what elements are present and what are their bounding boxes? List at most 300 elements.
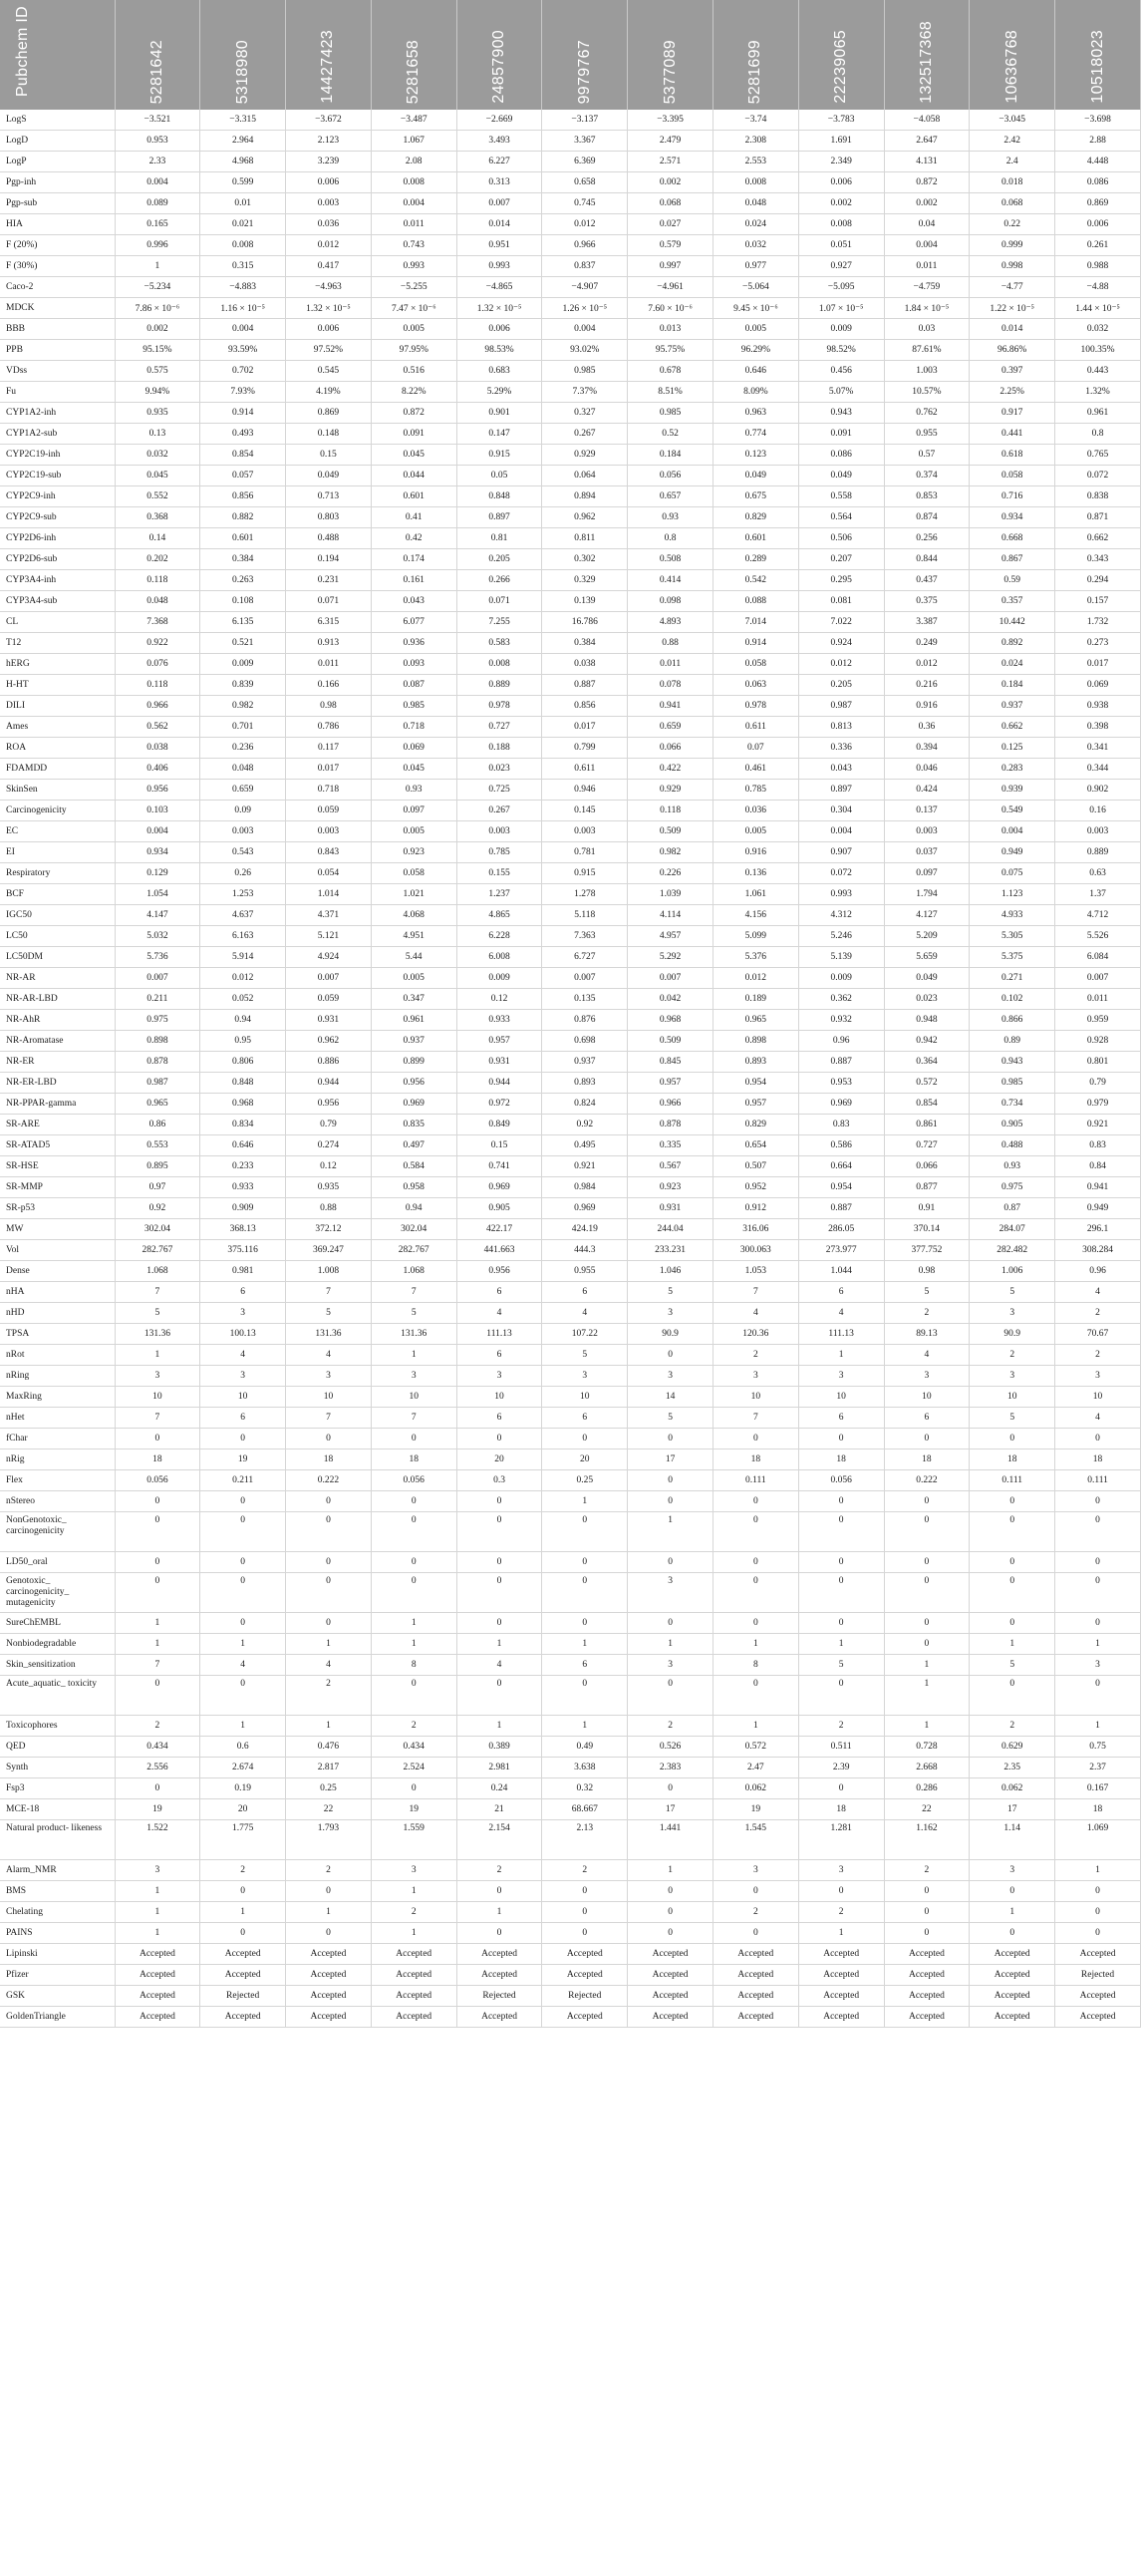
table-cell: Accepted — [371, 1965, 456, 1986]
table-cell: 3 — [456, 1366, 542, 1387]
table-cell: 0 — [628, 1429, 713, 1449]
table-cell: 0.659 — [628, 717, 713, 738]
table-cell: 0.165 — [115, 214, 200, 235]
table-cell: 0 — [1055, 1512, 1141, 1552]
table-cell: 0.893 — [713, 1052, 798, 1073]
table-cell: 0.887 — [798, 1198, 884, 1219]
table-cell: 0.007 — [456, 193, 542, 214]
table-cell: 0.129 — [115, 863, 200, 884]
table-row — [0, 1613, 1141, 1634]
table-cell: 308.284 — [1055, 1240, 1141, 1261]
table-cell: 0.111 — [970, 1470, 1055, 1491]
table-cell: 1.44 × 10⁻⁵ — [1055, 298, 1141, 319]
table-cell: 0 — [115, 1491, 200, 1512]
table-cell: 0.996 — [115, 235, 200, 256]
table-cell: 0.901 — [456, 403, 542, 424]
table-cell: 5.914 — [200, 947, 286, 968]
table-cell: 0 — [970, 1552, 1055, 1573]
table-cell: 2.981 — [456, 1758, 542, 1778]
table-cell: 2.383 — [628, 1758, 713, 1778]
table-cell: 0 — [371, 1491, 456, 1512]
table-cell: 0.893 — [542, 1073, 628, 1094]
table-cell: 3 — [970, 1366, 1055, 1387]
row-label: CYP2C19-inh — [0, 445, 115, 466]
table-cell: 10 — [713, 1387, 798, 1408]
table-cell: 2 — [115, 1716, 200, 1737]
table-cell: Accepted — [286, 1965, 372, 1986]
table-cell: 0.957 — [456, 1031, 542, 1052]
table-cell: 0.086 — [1055, 172, 1141, 193]
table-row — [0, 1387, 1141, 1408]
table-cell: 0.011 — [628, 654, 713, 675]
row-label: NR-PPAR-gamma — [0, 1094, 115, 1115]
table-cell: 6.227 — [456, 152, 542, 172]
table-cell: 0.125 — [970, 738, 1055, 759]
table-cell: 5 — [286, 1303, 372, 1324]
table-cell: 0.629 — [970, 1737, 1055, 1758]
table-cell: 0.949 — [1055, 1198, 1141, 1219]
table-cell: 6 — [542, 1282, 628, 1303]
compound-id-label: 5281699 — [746, 39, 764, 104]
table-cell: 0.521 — [200, 633, 286, 654]
table-cell: 2 — [798, 1716, 884, 1737]
table-cell: 1.793 — [286, 1820, 372, 1860]
table-cell: 0.572 — [884, 1073, 970, 1094]
table-cell: 0.236 — [200, 738, 286, 759]
table-cell: 2 — [970, 1716, 1055, 1737]
table-cell: −3.045 — [970, 110, 1055, 131]
table-cell: 18 — [798, 1449, 884, 1470]
table-row — [0, 1986, 1141, 2007]
row-label: SR-ARE — [0, 1115, 115, 1135]
table-cell: 0.781 — [542, 842, 628, 863]
table-cell: 0 — [970, 1613, 1055, 1634]
table-cell: 0.059 — [286, 801, 372, 821]
row-label: NR-AR-LBD — [0, 989, 115, 1010]
table-cell: Accepted — [115, 1965, 200, 1986]
table-cell: 0 — [115, 1778, 200, 1799]
table-cell: 0 — [286, 1573, 372, 1613]
table-cell: 6 — [456, 1282, 542, 1303]
table-row — [0, 2007, 1141, 2028]
table-cell: 4.147 — [115, 905, 200, 926]
table-cell: 4.448 — [1055, 152, 1141, 172]
table-cell: 0.969 — [798, 1094, 884, 1115]
table-cell: 3.367 — [542, 131, 628, 152]
table-cell: 0 — [1055, 1613, 1141, 1634]
table-cell: 6.008 — [456, 947, 542, 968]
table-cell: 0 — [371, 1552, 456, 1573]
table-cell: 0.068 — [628, 193, 713, 214]
table-cell: 0.878 — [115, 1052, 200, 1073]
table-cell: 1 — [115, 256, 200, 277]
row-label: Flex — [0, 1470, 115, 1491]
table-cell: 17 — [970, 1799, 1055, 1820]
table-cell: 0.406 — [115, 759, 200, 780]
table-cell: Accepted — [884, 1944, 970, 1965]
row-label: BMS — [0, 1881, 115, 1902]
table-cell: 5 — [970, 1655, 1055, 1676]
row-label: Vol — [0, 1240, 115, 1261]
header-compound-id — [628, 0, 713, 110]
table-cell: 0.921 — [542, 1156, 628, 1177]
table-cell: 369.247 — [286, 1240, 372, 1261]
table-cell: 0.987 — [115, 1073, 200, 1094]
table-cell: 0.93 — [628, 507, 713, 528]
table-cell: 0 — [884, 1429, 970, 1449]
table-cell: 0.027 — [628, 214, 713, 235]
table-cell: 0.384 — [200, 549, 286, 570]
table-cell: 1.008 — [286, 1261, 372, 1282]
table-cell: 5 — [970, 1282, 1055, 1303]
table-cell: 1.068 — [371, 1261, 456, 1282]
table-cell: 0.718 — [286, 780, 372, 801]
table-cell: 6 — [456, 1408, 542, 1429]
table-cell: 0 — [970, 1881, 1055, 1902]
table-cell: 0.03 — [884, 319, 970, 340]
table-cell: 0.295 — [798, 570, 884, 591]
table-cell: 4.924 — [286, 947, 372, 968]
table-cell: 0.139 — [542, 591, 628, 612]
table-cell: 0.032 — [1055, 319, 1141, 340]
table-cell: 368.13 — [200, 1219, 286, 1240]
row-label: Pfizer — [0, 1965, 115, 1986]
table-row — [0, 1366, 1141, 1387]
table-cell: 0.078 — [628, 675, 713, 696]
table-cell: 0 — [286, 1613, 372, 1634]
table-cell: 0.969 — [371, 1094, 456, 1115]
table-cell: 0.668 — [970, 528, 1055, 549]
table-row — [0, 1923, 1141, 1944]
table-row — [0, 1655, 1141, 1676]
table-cell: 0.905 — [970, 1115, 1055, 1135]
table-cell: 17 — [628, 1799, 713, 1820]
table-cell: 1 — [713, 1716, 798, 1737]
table-cell: 0.117 — [286, 738, 372, 759]
table-cell: 0 — [115, 1573, 200, 1613]
table-cell: 0.068 — [970, 193, 1055, 214]
table-cell: 0.659 — [200, 780, 286, 801]
table-row — [0, 801, 1141, 821]
table-cell: 0 — [456, 1552, 542, 1573]
table-cell: 0.728 — [884, 1737, 970, 1758]
table-cell: 4 — [200, 1345, 286, 1366]
table-cell: 5.209 — [884, 926, 970, 947]
table-cell: 0.005 — [371, 821, 456, 842]
table-cell: 0.289 — [713, 549, 798, 570]
table-cell: 0.915 — [456, 445, 542, 466]
table-cell: 0.19 — [200, 1778, 286, 1799]
table-cell: 5 — [115, 1303, 200, 1324]
table-cell: 0.872 — [884, 172, 970, 193]
table-cell: 0.683 — [456, 361, 542, 382]
table-cell: 300.063 — [713, 1240, 798, 1261]
table-cell: 7 — [115, 1408, 200, 1429]
row-label: PPB — [0, 340, 115, 361]
table-cell: 1.123 — [970, 884, 1055, 905]
table-cell: 10.57% — [884, 382, 970, 403]
table-cell: 0.304 — [798, 801, 884, 821]
table-cell: 0 — [200, 1923, 286, 1944]
compound-id-label: 9979767 — [575, 39, 593, 104]
table-cell: 1 — [1055, 1716, 1141, 1737]
table-cell: 1 — [798, 1923, 884, 1944]
row-label: nStereo — [0, 1491, 115, 1512]
table-cell: 1 — [200, 1634, 286, 1655]
table-cell: Accepted — [970, 2007, 1055, 2028]
row-label: LogS — [0, 110, 115, 131]
table-cell: 7.47 × 10⁻⁶ — [371, 298, 456, 319]
table-cell: 0.15 — [286, 445, 372, 466]
table-cell: 3 — [628, 1366, 713, 1387]
table-cell: 0.086 — [798, 445, 884, 466]
table-cell: 0.611 — [542, 759, 628, 780]
table-cell: 0.977 — [713, 256, 798, 277]
row-label: LC50DM — [0, 947, 115, 968]
table-cell: 0.552 — [115, 486, 200, 507]
table-cell: 0.021 — [200, 214, 286, 235]
table-cell: 0.004 — [200, 319, 286, 340]
table-cell: 0.837 — [542, 256, 628, 277]
table-cell: 0.898 — [115, 1031, 200, 1052]
header-compound-id — [884, 0, 970, 110]
table-cell: 0.886 — [286, 1052, 372, 1073]
table-cell: 0 — [970, 1923, 1055, 1944]
table-cell: 0.42 — [371, 528, 456, 549]
table-cell: 0.41 — [371, 507, 456, 528]
table-cell: 0.194 — [286, 549, 372, 570]
row-label: LogP — [0, 152, 115, 172]
compound-id-label: 132517368 — [917, 21, 935, 104]
table-cell: 0.01 — [200, 193, 286, 214]
table-cell: 1.006 — [970, 1261, 1055, 1282]
table-cell: 0.211 — [200, 1470, 286, 1491]
table-cell: 2 — [1055, 1345, 1141, 1366]
table-cell: 0.956 — [456, 1261, 542, 1282]
table-cell: 1.014 — [286, 884, 372, 905]
table-cell: 0.894 — [542, 486, 628, 507]
table-cell: 1.32% — [1055, 382, 1141, 403]
table-cell: 0.488 — [286, 528, 372, 549]
table-cell: 1.281 — [798, 1820, 884, 1860]
table-cell: 0.955 — [884, 424, 970, 445]
table-cell: 1 — [542, 1716, 628, 1737]
table-cell: 0.048 — [200, 759, 286, 780]
header-pubchem-id — [0, 0, 115, 110]
table-cell: 0.936 — [371, 633, 456, 654]
table-cell: 19 — [713, 1799, 798, 1820]
table-cell: 0.004 — [115, 172, 200, 193]
row-label: SR-MMP — [0, 1177, 115, 1198]
table-cell: 2.13 — [542, 1820, 628, 1860]
table-cell: 0.008 — [371, 172, 456, 193]
table-cell: 111.13 — [456, 1324, 542, 1345]
table-cell: 2.35 — [970, 1758, 1055, 1778]
table-cell: 0.414 — [628, 570, 713, 591]
table-cell: 95.75% — [628, 340, 713, 361]
table-cell: 0 — [200, 1573, 286, 1613]
table-cell: 0.005 — [713, 319, 798, 340]
table-cell: 3.387 — [884, 612, 970, 633]
header-compound-id — [286, 0, 372, 110]
table-cell: 0.273 — [1055, 633, 1141, 654]
table-cell: 16.786 — [542, 612, 628, 633]
table-cell: 0 — [371, 1573, 456, 1613]
table-cell: 0 — [1055, 1676, 1141, 1716]
table-cell: 0.662 — [970, 717, 1055, 738]
row-label: SR-p53 — [0, 1198, 115, 1219]
table-cell: 0.907 — [798, 842, 884, 863]
table-cell: 6 — [542, 1408, 628, 1429]
row-label: SR-ATAD5 — [0, 1135, 115, 1156]
table-cell: 0 — [456, 1573, 542, 1613]
table-cell: −3.521 — [115, 110, 200, 131]
table-cell: 0.05 — [456, 466, 542, 486]
row-label: Carcinogenicity — [0, 801, 115, 821]
table-cell: 422.17 — [456, 1219, 542, 1240]
table-cell: 0.927 — [798, 256, 884, 277]
table-cell: 0.664 — [798, 1156, 884, 1177]
table-cell: 0.062 — [713, 1778, 798, 1799]
table-cell: 0.984 — [542, 1177, 628, 1198]
table-cell: 0.931 — [286, 1010, 372, 1031]
table-cell: 2.25% — [970, 382, 1055, 403]
table-cell: 0.037 — [884, 842, 970, 863]
table-cell: 6.369 — [542, 152, 628, 172]
table-row — [0, 717, 1141, 738]
table-cell: 0.002 — [798, 193, 884, 214]
table-cell: 1.067 — [371, 131, 456, 152]
table-cell: 19 — [115, 1799, 200, 1820]
table-cell: 0.202 — [115, 549, 200, 570]
table-cell: 0.871 — [1055, 507, 1141, 528]
header-label: Pubchem ID — [14, 6, 31, 98]
table-cell: 0.097 — [371, 801, 456, 821]
table-cell: 0.922 — [115, 633, 200, 654]
table-cell: 3 — [713, 1366, 798, 1387]
table-cell: 0.148 — [286, 424, 372, 445]
table-cell: 0 — [1055, 1573, 1141, 1613]
table-cell: 0.829 — [713, 507, 798, 528]
table-cell: 0 — [884, 1491, 970, 1512]
header-compound-id — [713, 0, 798, 110]
table-cell: 4.114 — [628, 905, 713, 926]
table-cell: 0.049 — [798, 466, 884, 486]
table-row — [0, 361, 1141, 382]
table-row — [0, 1010, 1141, 1031]
table-cell: 0.437 — [884, 570, 970, 591]
table-cell: 0.009 — [798, 968, 884, 989]
table-cell: 0.84 — [1055, 1156, 1141, 1177]
table-row — [0, 989, 1141, 1010]
row-label: Ames — [0, 717, 115, 738]
table-cell: 0.93 — [371, 780, 456, 801]
table-cell: 0.89 — [970, 1031, 1055, 1052]
table-cell: 10 — [798, 1387, 884, 1408]
table-row — [0, 1778, 1141, 1799]
table-cell: 0 — [286, 1512, 372, 1552]
table-cell: 4 — [286, 1345, 372, 1366]
table-cell: 1 — [628, 1860, 713, 1881]
table-cell: 2.08 — [371, 152, 456, 172]
table-cell: 4.968 — [200, 152, 286, 172]
table-cell: 7.363 — [542, 926, 628, 947]
table-cell: 0.147 — [456, 424, 542, 445]
table-cell: 0 — [628, 1552, 713, 1573]
table-cell: 0 — [542, 1923, 628, 1944]
table-cell: 0.004 — [970, 821, 1055, 842]
table-cell: 0.966 — [115, 696, 200, 717]
table-cell: 18 — [798, 1799, 884, 1820]
table-cell: 0.004 — [798, 821, 884, 842]
table-cell: 2.42 — [970, 131, 1055, 152]
table-cell: 0.207 — [798, 549, 884, 570]
table-cell: 1.559 — [371, 1820, 456, 1860]
table-cell: 0 — [115, 1676, 200, 1716]
table-cell: Accepted — [628, 2007, 713, 2028]
table-row — [0, 214, 1141, 235]
table-cell: 6 — [798, 1408, 884, 1429]
table-cell: 1 — [286, 1716, 372, 1737]
table-cell: 2 — [713, 1345, 798, 1366]
header-compound-id — [456, 0, 542, 110]
table-cell: 0.056 — [115, 1470, 200, 1491]
table-cell: 0.869 — [1055, 193, 1141, 214]
table-cell: 0.861 — [884, 1115, 970, 1135]
table-cell: 0.007 — [542, 968, 628, 989]
row-label: DILI — [0, 696, 115, 717]
table-cell: 3 — [713, 1860, 798, 1881]
table-cell: 0.848 — [200, 1073, 286, 1094]
table-cell: 0 — [884, 1573, 970, 1613]
table-row — [0, 1552, 1141, 1573]
table-cell: 6 — [542, 1655, 628, 1676]
table-cell: 0.161 — [371, 570, 456, 591]
table-cell: 5.246 — [798, 926, 884, 947]
table-cell: 0.005 — [371, 319, 456, 340]
table-cell: 0.944 — [286, 1073, 372, 1094]
table-cell: 0.045 — [371, 759, 456, 780]
table-cell: 0.007 — [286, 968, 372, 989]
table-cell: 0.774 — [713, 424, 798, 445]
table-cell: 0.954 — [713, 1073, 798, 1094]
table-cell: 0.006 — [798, 172, 884, 193]
table-cell: 0.931 — [456, 1052, 542, 1073]
table-cell: 111.13 — [798, 1324, 884, 1345]
table-cell: 1 — [115, 1902, 200, 1923]
table-cell: 2.817 — [286, 1758, 372, 1778]
table-cell: 2.47 — [713, 1758, 798, 1778]
table-cell: 0 — [970, 1573, 1055, 1613]
table-cell: 0.957 — [713, 1094, 798, 1115]
table-cell: 0.938 — [1055, 696, 1141, 717]
table-cell: 0.542 — [713, 570, 798, 591]
table-cell: 0 — [456, 1512, 542, 1552]
table-cell: 1 — [542, 1634, 628, 1655]
table-cell: 20 — [542, 1449, 628, 1470]
table-cell: 0 — [371, 1676, 456, 1716]
table-cell: 0.012 — [542, 214, 628, 235]
table-cell: 1 — [200, 1716, 286, 1737]
table-cell: 0.16 — [1055, 801, 1141, 821]
table-cell: 0.968 — [200, 1094, 286, 1115]
row-label: Alarm_NMR — [0, 1860, 115, 1881]
table-row — [0, 1944, 1141, 1965]
table-cell: 0.14 — [115, 528, 200, 549]
table-cell: 0 — [542, 1512, 628, 1552]
table-cell: 0.963 — [713, 403, 798, 424]
row-label: H-HT — [0, 675, 115, 696]
